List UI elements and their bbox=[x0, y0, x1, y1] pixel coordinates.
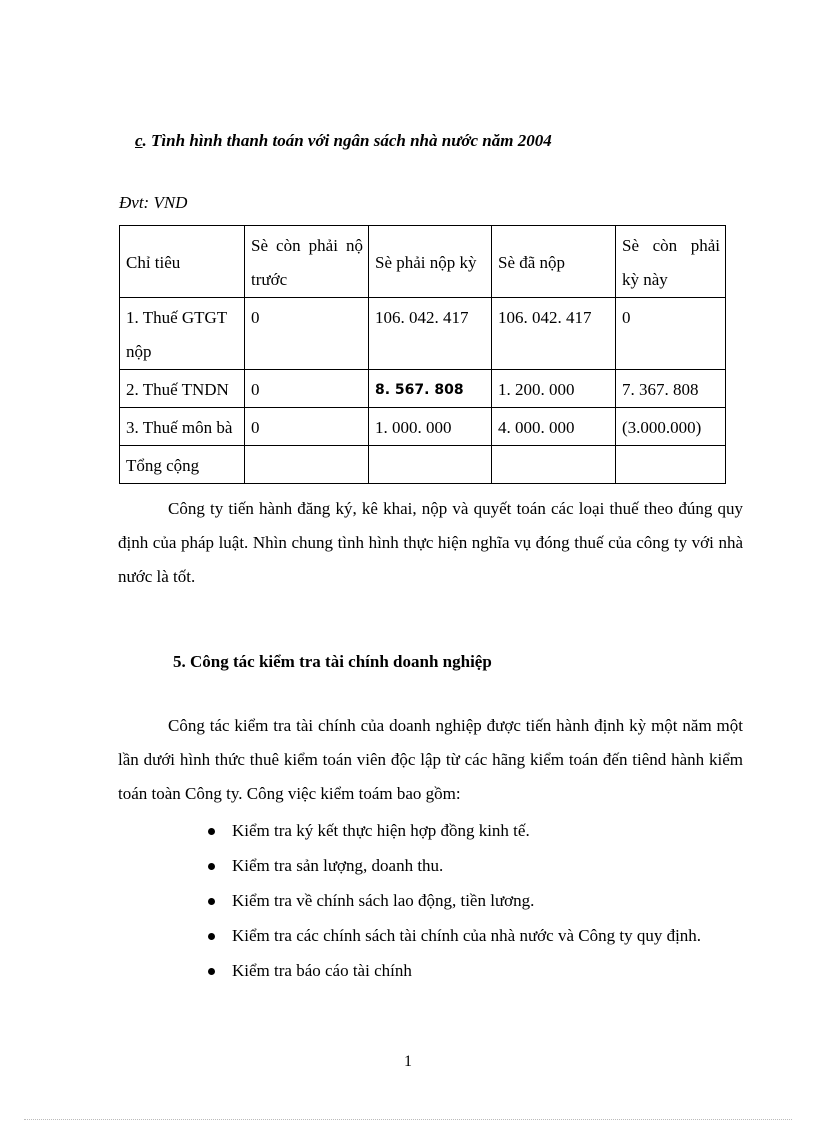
table-cell: 4. 000. 000 bbox=[492, 408, 616, 446]
section-heading-c bbox=[135, 131, 552, 151]
list-item-text: Kiểm tra báo cáo tài chính bbox=[232, 961, 412, 980]
section-letter: c bbox=[135, 131, 143, 150]
header-cell-indicator: Chỉ tiêu bbox=[120, 226, 245, 298]
section-heading-text: . Tình hình thanh toán với ngân sách nhà nước năm 2004 bbox=[142, 131, 552, 150]
page-footer-divider bbox=[24, 1119, 792, 1120]
list-item bbox=[205, 815, 743, 847]
bullet-icon bbox=[208, 863, 215, 870]
header-cell-payable: Sè phải nộp kỳ bbox=[369, 226, 492, 298]
table-cell bbox=[369, 446, 492, 484]
table-cell bbox=[616, 446, 726, 484]
list-item-text: Kiểm tra về chính sách lao động, tiền lương. bbox=[232, 891, 535, 910]
table-cell: 0 bbox=[245, 370, 369, 408]
table-cell: 0 bbox=[245, 408, 369, 446]
section-5-title: 5. Công tác kiểm tra tài chính doanh nghiệp bbox=[173, 652, 492, 671]
table-total-row bbox=[120, 446, 726, 484]
paragraph-audit: Công tác kiểm tra tài chính của doanh nghiệp được tiến hành định kỳ một năm một lần dưới hình thức thuê kiểm toán viên độc lập từ các hãng kiểm toán đến tiênd hành kiểm toán toàn Công ty. Công việc kiểm toám bao gồm: bbox=[118, 716, 743, 803]
bullet-icon bbox=[208, 968, 215, 975]
table-cell: 0 bbox=[245, 298, 369, 370]
table-cell bbox=[245, 446, 369, 484]
table-row bbox=[120, 298, 726, 370]
unit-label: Đvt: VND bbox=[119, 193, 188, 212]
table-cell: 3. Thuế môn bà bbox=[120, 408, 245, 446]
table-cell: (3.000.000) bbox=[616, 408, 726, 446]
table-cell: 1. Thuế GTGT nộp bbox=[120, 298, 245, 370]
header-cell-remaining: Sè còn phải kỳ này bbox=[616, 226, 726, 298]
list-item bbox=[205, 920, 743, 952]
audit-task-list bbox=[205, 815, 743, 990]
bullet-icon bbox=[208, 933, 215, 940]
tax-payment-table bbox=[119, 225, 726, 484]
table-cell: 106. 042. 417 bbox=[492, 298, 616, 370]
bullet-icon bbox=[208, 828, 215, 835]
header-cell-paid: Sè đã nộp bbox=[492, 226, 616, 298]
table-row bbox=[120, 370, 726, 408]
list-item bbox=[205, 955, 743, 987]
header-cell-opening-balance: Sè còn phải nộ trước bbox=[245, 226, 369, 298]
list-item-text: Kiểm tra các chính sách tài chính của nhà nước và Công ty quy định. bbox=[232, 926, 702, 945]
table-cell: 7. 367. 808 bbox=[616, 370, 726, 408]
table-cell: 2. Thuế TNDN bbox=[120, 370, 245, 408]
table-cell: Tổng cộng bbox=[120, 446, 245, 484]
table-cell bbox=[492, 446, 616, 484]
page-number: 1 bbox=[404, 1053, 412, 1070]
table-cell: 106. 042. 417 bbox=[369, 298, 492, 370]
list-item-text: Kiểm tra ký kết thực hiện hợp đồng kinh tế. bbox=[232, 821, 530, 840]
table-cell: 1. 000. 000 bbox=[369, 408, 492, 446]
bullet-icon bbox=[208, 898, 215, 905]
table-header-row bbox=[120, 226, 726, 298]
table-cell: 1. 200. 000 bbox=[492, 370, 616, 408]
table-row bbox=[120, 408, 726, 446]
table-cell: 8. 567. 808 bbox=[369, 370, 492, 408]
list-item-text: Kiểm tra sản lượng, doanh thu. bbox=[232, 856, 444, 875]
list-item bbox=[205, 850, 743, 882]
list-item bbox=[205, 885, 743, 917]
table-cell: 0 bbox=[616, 298, 726, 370]
paragraph-tax-compliance: Công ty tiến hành đăng ký, kê khai, nộp và quyết toán các loại thuế theo đúng quy định của pháp luật. Nhìn chung tình hình thực hiện nghĩa vụ đóng thuế của công ty với nhà nước là tốt. bbox=[118, 499, 743, 586]
